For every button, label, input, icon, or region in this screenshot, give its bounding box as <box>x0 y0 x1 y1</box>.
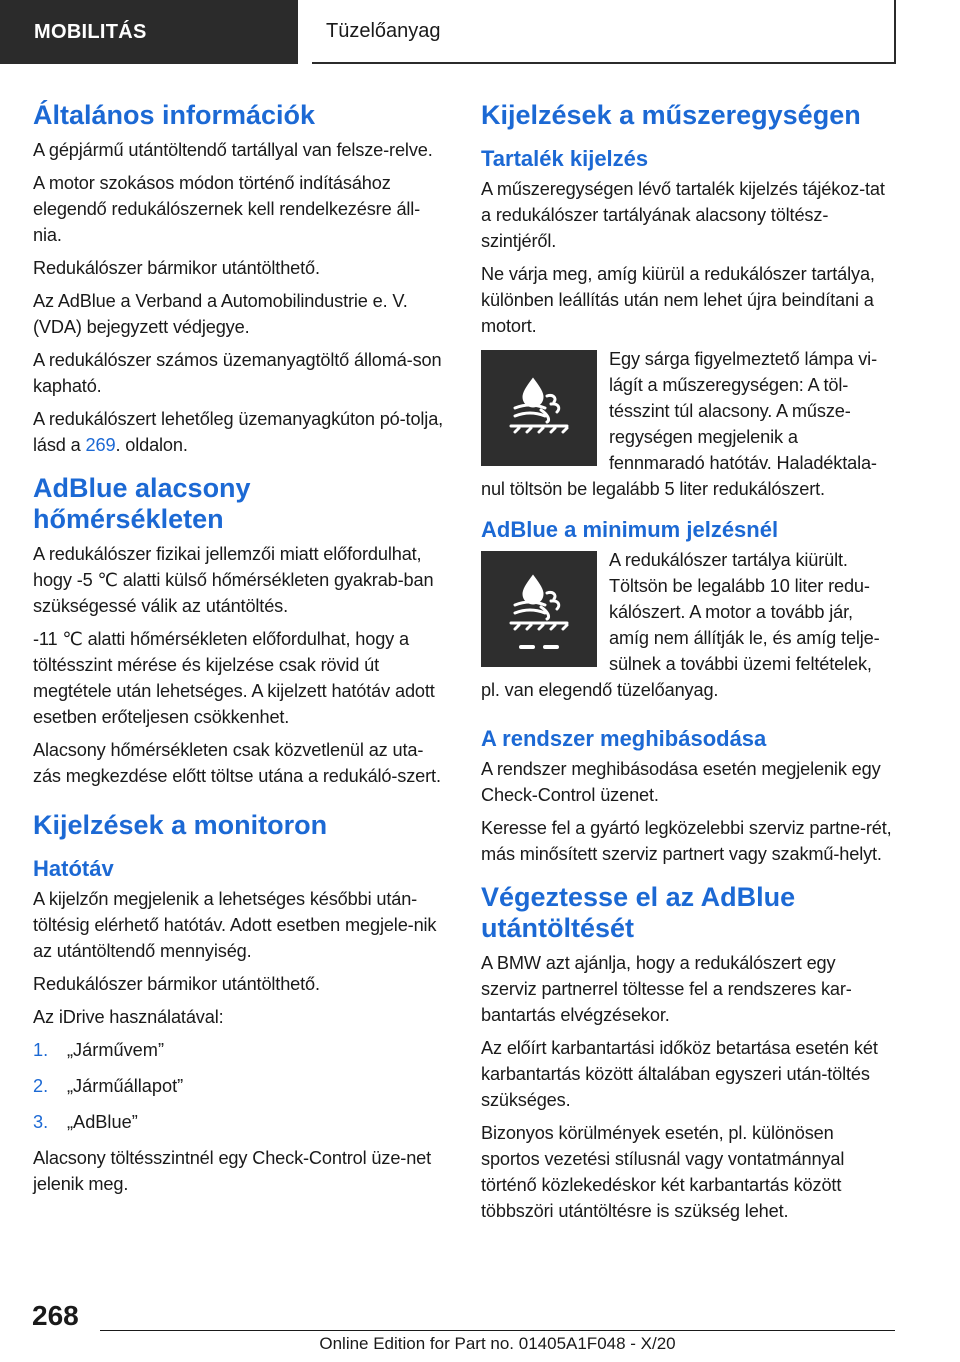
subheading-reserve: Tartalék kijelzés <box>481 146 649 171</box>
paragraph: Az iDrive használatával: <box>33 1007 224 1027</box>
minimum-warning-block <box>481 547 895 710</box>
paragraph: Ne várja meg, amíg kiürül a redukálószer tartálya, különben leállítás után nem lehet újra beindítani a motort. <box>481 264 875 336</box>
paragraph: Keresse fel a gyártó legközelebbi szerviz partne-rét, más minősített szerviz partnert vagy szakmű-helyt. <box>481 818 892 864</box>
chapter-header <box>312 0 896 64</box>
list-item <box>33 1109 445 1135</box>
adblue-minimum-warning-icon <box>481 551 597 667</box>
heading-instrument-cluster: Kijelzések a műszeregységen <box>481 100 861 130</box>
reserve-warning-block <box>481 346 895 509</box>
page-reference-link[interactable]: 269 <box>85 435 116 455</box>
paragraph: A gépjármű utántöltendő tartállyal van felsze-relve. <box>33 140 433 160</box>
list-item <box>33 1073 445 1099</box>
paragraph: A redukálószer fizikai jellemzői miatt előfordulhat, hogy -5 ℃ alatti külső hőmérsékleten gyakrab-ban szükségessé válik az utántöltés. <box>33 544 434 616</box>
paragraph: Alacsony töltésszintnél egy Check-Control üze-net jelenik meg. <box>33 1148 432 1194</box>
paragraph: A redukálószer számos üzemanyagtöltő állomá-son kapható. <box>33 350 442 396</box>
paragraph: Redukálószer bármikor utántölthető. <box>33 258 320 278</box>
paragraph: A rendszer meghibásodása esetén megjelenik egy Check-Control üzenet. <box>481 759 881 805</box>
adblue-reserve-warning-icon <box>481 350 597 466</box>
footer-divider <box>100 1330 895 1331</box>
paragraph: Egy sárga figyelmeztető lámpa vi-lágít a műszeregységen: A töl-tésszint túl alacsony. A műsze-regységen megjelenik a fennmaradó hatótáv. Haladéktala-nul töltsön be legalább 5 liter redukálószert. <box>481 349 877 499</box>
heading-general-info: Általános információk <box>33 100 316 130</box>
paragraph: Az előírt karbantartási időköz betartása esetén két karbantartás között általában egyszeri után-töltés szükséges. <box>481 1038 878 1110</box>
paragraph-with-page-link: A redukálószert lehetőleg üzemanyagkúton pó-tolja, lásd a 269. oldalon. <box>33 409 444 455</box>
left-column <box>33 100 445 1204</box>
paragraph: A motor szokásos módon történő indításához elegendő redukálószernek kell rendelkezésre áll-nia. <box>33 173 421 245</box>
paragraph: Alacsony hőmérsékleten csak közvetlenül az uta-zás megkezdése előtt töltse utána a redukáló-szert. <box>33 740 441 786</box>
paragraph: A redukálószer tartálya kiürült. Töltsön be legalább 10 liter redu-kálószert. A motor a tovább jár, amíg nem állítják le, és amíg telje-sülnek a további üzemi feltételek, pl. van elegendő tüzelőanyag. <box>481 550 880 700</box>
subheading-system-failure: A rendszer meghibásodása <box>481 726 767 751</box>
step-text: „AdBlue” <box>67 1112 138 1132</box>
heading-low-temperature: AdBlue alacsony hőmérsékleten <box>33 473 251 534</box>
chapter-title: Tüzelőanyag <box>326 19 441 42</box>
paragraph: -11 ℃ alatti hőmérsékleten előfordulhat, hogy a töltésszint mérése és kijelzése csak rövid út megtétele után lehetséges. A kijelzett hatótáv adott esetben erőteljesen csökkenhet. <box>33 629 435 727</box>
section-tab <box>0 0 298 64</box>
paragraph: A kijelzőn megjelenik a lehetséges későbbi után-töltésig elérhető hatótáv. Adott esetben megjele-nik az utántöltendő mennyiség. <box>33 889 437 961</box>
page-number: 268 <box>32 1300 79 1331</box>
step-number: 1. <box>33 1040 49 1060</box>
step-text: „Járművem” <box>67 1040 165 1060</box>
subheading-minimum: AdBlue a minimum jelzésnél <box>481 517 779 542</box>
step-text: „Járműállapot” <box>67 1076 184 1096</box>
heading-adblue-refill: Végeztesse el az AdBlue utántöltését <box>481 882 796 943</box>
subheading-range: Hatótáv <box>33 856 114 881</box>
paragraph: Az AdBlue a Verband a Automobilindustrie e. V. (VDA) bejegyzett védjegye. <box>33 291 408 337</box>
heading-monitor-displays: Kijelzések a monitoron <box>33 810 328 840</box>
paragraph: A műszeregységen lévő tartalék kijelzés tájékoz-tat a redukálószer tartályának alacsony töltész-szintjéről. <box>481 179 885 251</box>
step-number: 3. <box>33 1112 49 1132</box>
paragraph: Redukálószer bármikor utántölthető. <box>33 974 320 994</box>
step-number: 2. <box>33 1076 49 1096</box>
list-item <box>33 1037 445 1063</box>
idrive-steps-list <box>33 1037 445 1135</box>
section-title: MOBILITÁS <box>34 20 147 43</box>
footer-edition: Online Edition for Part no. 01405A1F048 - X/20 <box>319 1334 676 1353</box>
right-column <box>481 100 895 1231</box>
paragraph: Bizonyos körülmények esetén, pl. különösen sportos vezetési stílusnál vagy vontatmánnyal történő közlekedéskor két karbantartás között többszöri utántöltésre is szükség lehet. <box>481 1123 845 1221</box>
paragraph: A BMW azt ajánlja, hogy a redukálószert egy szerviz partnerrel töltesse fel a rendszeres kar-bantartás elvégzésekor. <box>481 953 852 1025</box>
